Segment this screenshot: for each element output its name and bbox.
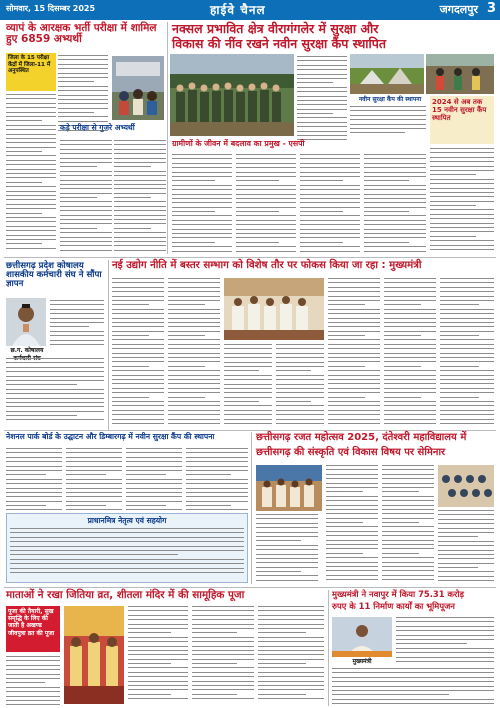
festival-photo-stage (256, 465, 322, 511)
national-text-col4 (186, 448, 248, 512)
naxal-text-col2 (350, 106, 426, 138)
industry-text-col3 (224, 344, 272, 426)
puja-highlight-box: पूजा की तैयारी, सुख समृद्धि के लिए की जाती है अखण्ड जीवपुत्रा व्रत की पूजा (6, 606, 60, 652)
festival-photo-audience (438, 465, 494, 507)
puja-headline: माताओं ने रखा जितिया व्रत, शीतला मंदिर में की सामूहिक पूजा (6, 589, 245, 601)
festival-text-col3 (382, 465, 434, 584)
council-text-col2 (6, 358, 104, 426)
naxal-side-box (430, 96, 494, 144)
cm-text-top (396, 617, 494, 665)
industry-text-col1 (112, 278, 164, 426)
naxal-text-col3 (172, 154, 232, 254)
naxal-photo-villagers (426, 54, 494, 94)
naxal-photo-team (170, 54, 294, 136)
cm-headline-line2: रुपए के 11 निर्माण कार्यों का भूमिपूजन (332, 601, 455, 611)
cm-headline-line1: मुख्यमंत्री ने नवापुर में किया 75.31 करोड़ (332, 589, 464, 599)
naxal-side-box-headline: 2024 से अब तक 15 नवीन सुरक्षा कैंप स्थापित (432, 98, 487, 123)
festival-text-col4 (438, 510, 494, 584)
cm-text-bottom (332, 668, 494, 706)
page-number: 3 (486, 1, 496, 16)
festival-headline-line1: छत्तीसगढ़ रजत महोत्सव 2025, दंतेश्वरी महाविद्यालय में (256, 432, 467, 443)
industry-text-col6 (384, 278, 436, 426)
naxal-text-col1 (297, 56, 347, 136)
puja-text-col3 (258, 606, 324, 704)
masthead-rule (0, 18, 500, 20)
national-text-col3 (126, 448, 182, 512)
exam-headline: व्यापं के आरक्षक भर्ती परीक्षा में शामिल हुए 6859 अभ्यर्थी (6, 22, 157, 46)
naxal-photo-camp (350, 54, 424, 94)
bharat-box-text (10, 528, 244, 580)
council-portrait-caption: छ.ग. कोषालय (10, 347, 44, 354)
naxal-text-col5 (300, 154, 360, 254)
puja-photo-women (64, 606, 124, 704)
industry-text-col4 (276, 344, 324, 426)
cm-photo (332, 617, 392, 657)
festival-headline-line2: छत्तीसगढ़ की संस्कृति एवं विकास विषय पर सेमिनार (256, 447, 446, 458)
exam-text-col0 (6, 94, 56, 254)
industry-photo-meeting (224, 278, 324, 340)
naxal-photo-caption: नवीन सुरक्षा कैंप की स्थापना (358, 96, 422, 103)
issue-date: सोमवार, 15 दिसम्बर 2025 (6, 4, 96, 13)
edition-city: जगदलपुर (439, 3, 478, 16)
naxal-headline-line2: विकास की नींव रखने नवीन सुरक्षा कैंप स्थापित (172, 36, 387, 51)
masthead (0, 0, 500, 18)
naxal-text-col7 (430, 148, 494, 254)
puja-text-col1 (128, 606, 188, 704)
industry-text-col2 (168, 278, 220, 426)
naxal-headline-line1: नक्सल प्रभावित क्षेत्र वीरागंगलेर में सुरक्षा और (172, 21, 379, 36)
puja-text-col2 (192, 606, 254, 704)
newspaper-name: हाईवे चैनल (210, 3, 266, 17)
council-portrait (6, 298, 46, 346)
naxal-text-col6 (364, 154, 426, 254)
exam-photo (112, 56, 164, 120)
bharat-box-headline: प्राधानमित्र नेतृत्व एवं सहयोग (87, 516, 167, 525)
industry-text-col7 (440, 278, 494, 426)
national-headline: नेशनल पार्क बोर्ड के उद्घाटन और डिम्बारगढ़ में नवीन सुरक्षा कैंप की स्थापना (6, 432, 215, 441)
exam-highlight-box: जिला के 15 परीक्षा केंद्रों में जिला-11 में अनुपस्थित (6, 53, 56, 91)
exam-text-col3 (114, 140, 166, 254)
festival-text-col1 (256, 514, 318, 584)
exam-subhead: कड़े परीक्षा से गुजरे अभ्यर्थी (60, 123, 135, 132)
national-text-col1 (6, 448, 62, 512)
council-headline: छत्तीसगढ़ प्रदेश कोषालय शासकीय कर्मचारी संघ ने सौंपा ज्ञापन (6, 261, 102, 290)
festival-text-col2 (326, 465, 378, 584)
exam-text-col2 (60, 140, 112, 254)
naxal-subhead: ग्रामीणों के जीवन में बदलाव का प्रमुख - एसपी (172, 139, 305, 148)
industry-text-col5 (328, 278, 380, 426)
industry-headline: नई उद्योग नीति में बस्तर सम्भाग को विशेष तौर पर फोकस किया जा रहा : मुख्यमंत्री (112, 260, 422, 271)
puja-text-col0 (6, 656, 60, 706)
cm-photo-caption: मुख्यमंत्री (352, 658, 372, 665)
council-text-col1 (50, 300, 104, 348)
national-text-col2 (66, 448, 122, 512)
naxal-text-col4 (236, 154, 296, 254)
